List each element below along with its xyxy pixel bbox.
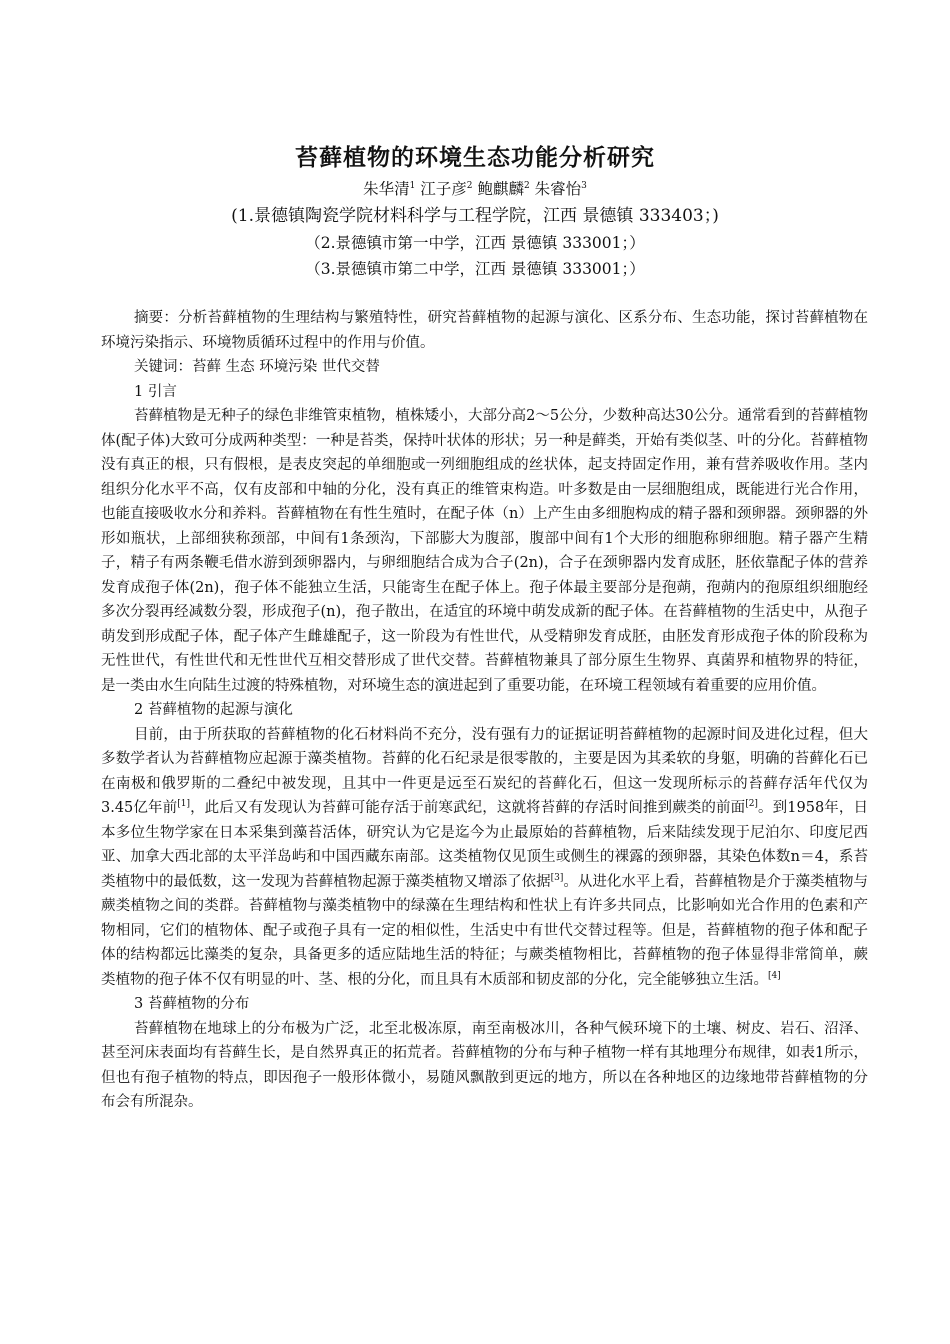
text-run: 。从进化水平上看，苔藓植物是介于藻类植物与蕨类植物之间的类群。苔藓植物与藻类植物中的绿藻在生理结构和性状上有许多共同点，比影响如光合作用的色素和产物相同，它们的植物体、配子或孢子具有一定的相似性，生活史中有世代交替过程等。但是，苔藓植物的孢子体和配子体的结构都远比藻类的复杂，具备更多的适应陆地生活的特征；与蕨类植物相比，苔藓植物的孢子体显得非常简单，蕨类植物的孢子体不仅有明显的叶、茎、根的分化，而且具有木质部和韧皮部的分化，完全能够独立生活。 bbox=[101, 873, 869, 988]
text-run: 。到1958年，日本多位生物学家在日本采集到藻苔活体，研究认为它是迄今为止最原始的苔藓植物，后来陆续发现于尼泊尔、印度尼西亚、加拿大西北部的太平洋岛屿和中国西藏东南部。这类植物仅见顶生或侧生的裸露的颈卵器，其染色体数n＝4，系苔类植物中的最低数，这一发现为苔藓植物起源于藻类植物又增添了依据 bbox=[101, 800, 868, 890]
abstract: 摘要：分析苔藓植物的生理结构与繁殖特性，研究苔藓植物的起源与演化、区系分布、生态功能，探讨苔藓植物在环境污染指示、环境物质循环过程中的作用与价值。 bbox=[101, 310, 868, 351]
citation-marker: [2] bbox=[745, 799, 758, 810]
author-name: 江子彦 bbox=[420, 180, 467, 198]
affiliation-3: （3.景德镇市第二中学，江西 景德镇 333001；） bbox=[305, 260, 645, 278]
author-list bbox=[0, 178, 950, 200]
section-heading: 1 引言 bbox=[134, 383, 177, 400]
author-name: 朱华清 bbox=[363, 180, 410, 198]
author-affiliation-mark: 3 bbox=[581, 180, 587, 191]
author-name: 朱睿怡 bbox=[534, 180, 582, 198]
author-affiliation-mark: 2 bbox=[523, 180, 530, 191]
section-1-paragraph: 苔藓植物是无种子的绿色非维管束植物，植株矮小，大部分高2～5公分，少数种高达30公分。通常看到的苔藓植物体(配子体)大致可分成两种类型：一种是苔类，保持叶状体的形状；另一种是藓类，开始有类似茎、叶的分化。苔藓植物没有真正的根，只有假根，是表皮突起的单细胞或一列细胞组成的丝状体，起支持固定作用，兼有营养吸收作用。茎内组织分化水平不高，仅有皮部和中轴的分化，没有真正的维管束构造。叶多数是由一层细胞组成，既能进行光合作用，也能直接吸收水分和养料。苔藓植物在有性生殖时，在配子体（n）上产生由多细胞构成的精子器和颈卵器。颈卵器的外形如瓶状，上部细狭称颈部，中间有1条颈沟，下部膨大为腹部，腹部中间有1个大形的细胞称卵细胞。精子器产生精子，精子有两条鞭毛借水游到颈卵器内，与卵细胞结合成为合子(2n)，合子在颈卵器内发育成胚，胚依靠配子体的营养发育成孢子体(2n)，孢子体不能独立生活，只能寄生在配子体上。孢子体最主要部分是孢蒴，孢蒴内的孢原组织细胞经多次分裂再经减数分裂，形成孢子(n)，孢子散出，在适宜的环境中萌发成新的配子体。在苔藓植物的生活史中，从孢子萌发到形成配子体，配子体产生雌雄配子，这一阶段为有性世代，从受精卵发育成胚，由胚发育形成孢子体的阶段称为无性世代，有性世代和无性世代互相交替形成了世代交替。苔藓植物兼具了部分原生生物界、真菌界和植物界的特征，是一类由水生向陆生过渡的特殊植物，对环境生态的演进起到了重要功能，在环境工程领域有着重要的应用价值。 bbox=[101, 408, 868, 694]
paper-title: 苔藓植物的环境生态功能分析研究 bbox=[295, 145, 655, 171]
citation-marker: [1] bbox=[177, 799, 190, 810]
author-affiliation-mark: 1 bbox=[409, 180, 416, 191]
affiliation-2: （2.景德镇市第一中学，江西 景德镇 333001；） bbox=[305, 234, 645, 252]
section-3-paragraph: 苔藓植物在地球上的分布极为广泛，北至北极冻原，南至南极冰川，各种气候环境下的土壤、树皮、岩石、沼泽、甚至河床表面均有苔藓生长，是自然界真正的拓荒者。苔藓植物的分布与种子植物一样有其地理分布规律，如表1所示，但也有孢子植物的特点，即因孢子一般形体微小，易随风飘散到更远的地方，所以在各种地区的边缘地带苔藓植物的分布会有所混杂。 bbox=[101, 1020, 868, 1110]
section-2-paragraph bbox=[101, 723, 868, 993]
section-heading: 2 苔藓植物的起源与演化 bbox=[134, 702, 293, 718]
author-name: 鲍麒麟 bbox=[477, 180, 524, 198]
paper-body bbox=[101, 306, 868, 1115]
text-run: 目前，由于所获取的苔藓植物的化石材料尚不充分，没有强有力的证据证明苔藓植物的起源时间及进化过程，但大多数学者认为苔藓植物应起源于藻类植物。苔藓的化石纪录是很零散的，主要是因为其柔软的身躯，明确的苔藓化石已在南极和俄罗斯的二叠纪中被发现，且其中一件更是远至石炭纪的苔藓化石，但这一发现所标示的苔藓存活年代仅为3.45亿年前 bbox=[101, 726, 868, 816]
author-affiliation-mark: 2 bbox=[466, 180, 473, 191]
text-run: ，此后又有发现认为苔藓可能存活于前寒武纪，这就将苔藓的存活时间推到蕨类的前面 bbox=[189, 800, 746, 816]
citation-marker: [4] bbox=[768, 970, 781, 981]
citation-marker: [3] bbox=[550, 872, 564, 883]
section-heading: 3 苔藓植物的分布 bbox=[134, 996, 250, 1012]
affiliation-1: (1.景德镇陶瓷学院材料科学与工程学院，江西 景德镇 333403；) bbox=[231, 206, 719, 226]
keywords: 关键词：苔藓 生态 环境污染 世代交替 bbox=[134, 359, 380, 375]
